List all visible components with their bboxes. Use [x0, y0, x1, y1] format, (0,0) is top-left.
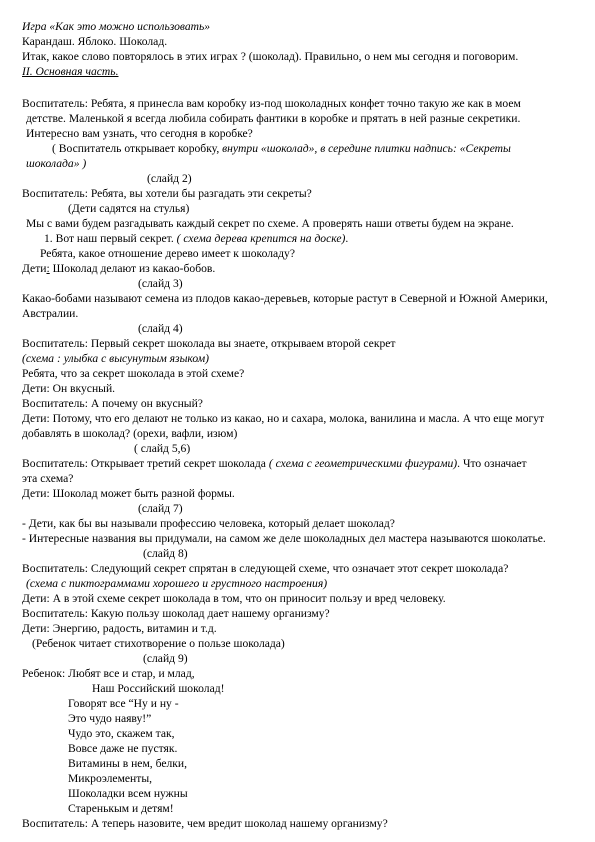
- text-line: Дети: А в этой схеме секрет шоколада в том, что он приносит пользу и вред человеку.: [22, 592, 446, 605]
- text-line: Мы с вами будем разгадывать каждый секрет по схеме. А проверять наши ответы будем на экране.: [26, 217, 514, 230]
- text-line: Воспитатель: Первый секрет шоколада вы знаете, открываем второй секрет: [22, 337, 396, 350]
- slide-label: (слайд 7): [138, 502, 183, 515]
- stage-direction: (Дети садятся на стулья): [68, 202, 190, 215]
- text-line: Ребята, что за секрет шоколада в этой схеме?: [22, 367, 245, 380]
- text-line: детстве. Маленькой я всегда любила собирать фантики в коробке и прятать в ней разные секретики.: [26, 112, 521, 125]
- poem-line: Ребенок: Любят все и стар, и млад,: [22, 667, 195, 680]
- text-line: Итак, какое слово повторялось в этих играх ? (шоколад). Правильно, о нем мы сегодня и поговорим.: [22, 50, 519, 63]
- stage-direction: ( Воспитатель открывает коробку, внутри «шоколад», в середине плитки надпись: «Секреты: [52, 142, 511, 155]
- text-line: Воспитатель: Ребята, я принесла вам коробку из-под шоколадных конфет точно такую же как в моем: [22, 97, 521, 110]
- text-line: - Дети, как бы вы называли профессию человека, который делает шоколад?: [22, 517, 395, 530]
- text-line: добавлять в шоколад? (орехи, вафли, изюм): [22, 427, 238, 440]
- text-line: Воспитатель: А теперь назовите, чем вредит шоколад нашему организму?: [22, 817, 388, 830]
- text-line: Воспитатель: Следующий секрет спрятан в следующей схеме, что означает этот секрет шоколада?: [22, 562, 509, 575]
- text-line: Воспитатель: Открывает третий секрет шоколада ( схема с геометрическими фигурами). Что означает: [22, 457, 527, 470]
- text-line: Ребята, какое отношение дерево имеет к шоколаду?: [40, 247, 295, 260]
- poem-line: Старенькым и детям!: [68, 802, 174, 815]
- text-line: Воспитатель: Какую пользу шоколад дает нашему организму?: [22, 607, 330, 620]
- text-line: Дети: Энергию, радость, витамин и т.д.: [22, 622, 217, 635]
- slide-label: (слайд 4): [138, 322, 183, 335]
- text-line: Австралии.: [22, 307, 79, 320]
- text-line: Какао-бобами называют семена из плодов какао-деревьев, которые растут в Северной и Южной Америки,: [22, 292, 548, 305]
- poem-line: Это чудо наяву!”: [68, 712, 152, 725]
- game-title: Игра «Как это можно использовать»: [22, 20, 211, 33]
- poem-line: Микроэлементы,: [68, 772, 153, 785]
- stage-direction: (схема с пиктограммами хорошего и грустного настроения): [26, 577, 328, 590]
- stage-direction: шоколада» ): [26, 157, 87, 170]
- text-line: Дети: Потому, что его делают не только из какао, но и сахара, молока, ванилина и масла. А что еще могут: [22, 412, 545, 425]
- game-items: Карандаш. Яблоко. Шоколад.: [22, 35, 168, 48]
- text-line: Воспитатель: А почему он вкусный?: [22, 397, 203, 410]
- poem-line: Шоколадки всем нужны: [68, 787, 188, 800]
- poem-line: Витамины в нем, белки,: [68, 757, 187, 770]
- text-line: Воспитатель: Ребята, вы хотели бы разгадать эти секреты?: [22, 187, 312, 200]
- stage-direction: (Ребенок читает стихотворение о пользе шоколада): [32, 637, 285, 650]
- slide-label: (слайд 3): [138, 277, 183, 290]
- text-line: Дети: Он вкусный.: [22, 382, 116, 395]
- numbered-item: 1. Вот наш первый секрет. ( схема дерева крепится на доске).: [44, 232, 349, 245]
- poem-line: Наш Российский шоколад!: [92, 682, 225, 695]
- text-line: эта схема?: [22, 472, 74, 485]
- text-line: Интересно вам узнать, что сегодня в коробке?: [26, 127, 253, 140]
- stage-direction: (схема : улыбка с высунутым языком): [22, 352, 210, 365]
- text-line: Дети: Шоколад может быть разной формы.: [22, 487, 235, 500]
- poem-line: Чудо это, скажем так,: [68, 727, 175, 740]
- slide-label: (слайд 9): [143, 652, 188, 665]
- poem-line: Говорят все “Ну и ну -: [68, 697, 179, 710]
- text-line: Дети: Шоколад делают из какао-бобов.: [22, 262, 216, 275]
- slide-label: (слайд 8): [143, 547, 188, 560]
- slide-label: (слайд 2): [147, 172, 192, 185]
- text-line: - Интересные названия вы придумали, на самом же деле шоколадных дел мастера называются шоколатье.: [22, 532, 546, 545]
- poem-line: Вовсе даже не пустяк.: [68, 742, 178, 755]
- section-heading: II. Основная часть.: [22, 65, 119, 78]
- slide-label: ( слайд 5,6): [134, 442, 191, 455]
